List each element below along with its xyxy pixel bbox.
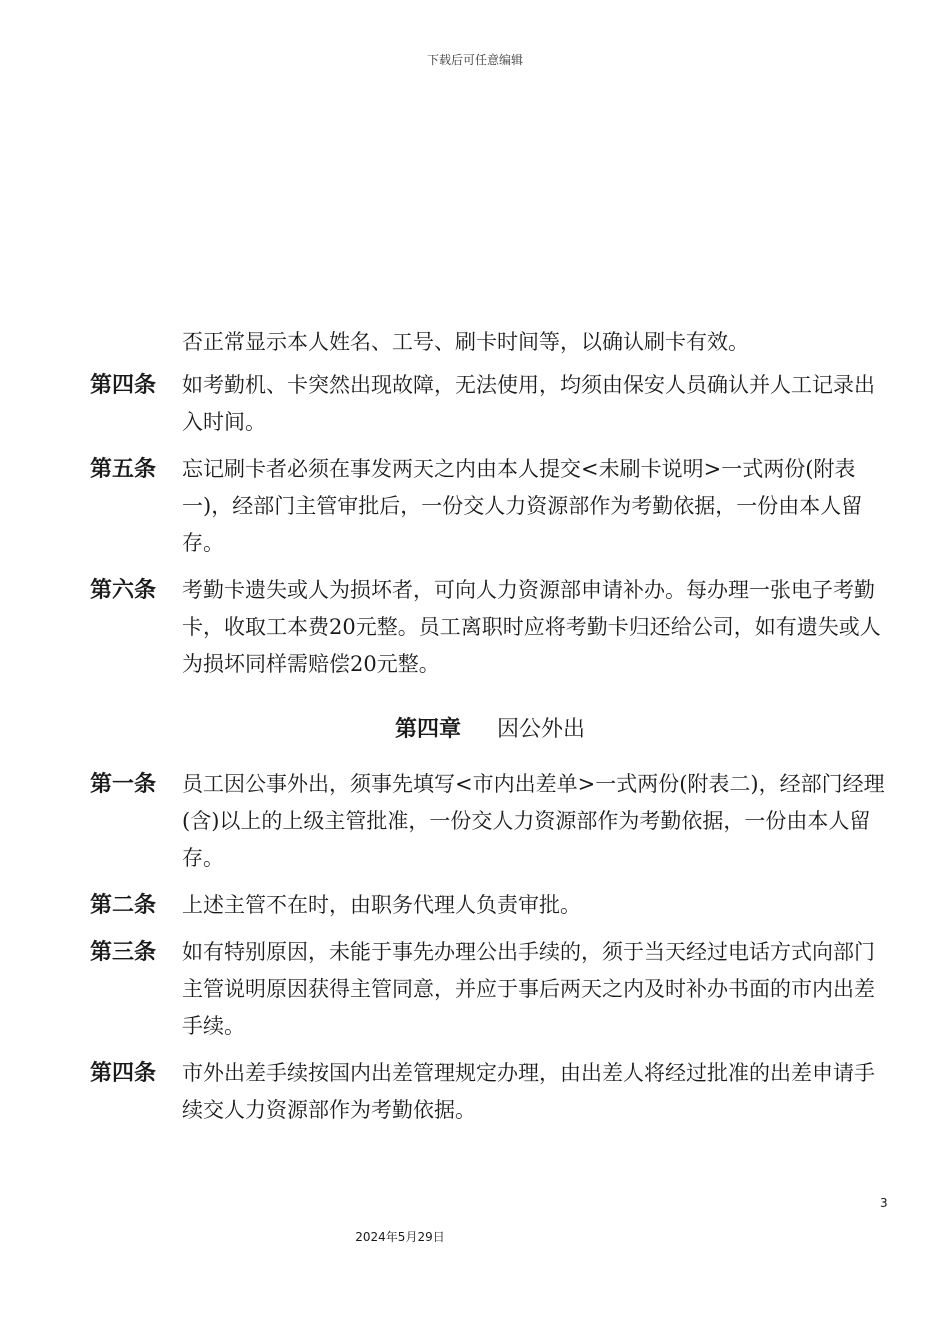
article-text: 忘记刷卡者必须在事发两天之内由本人提交<未刷卡说明>一式两份(附表一)，经部门主管审批后，一份交人力资源部作为考勤依据，一份由本人留存。 bbox=[182, 457, 863, 555]
article-text: 上述主管不在时，由职务代理人负责审批。 bbox=[182, 893, 581, 917]
article-text: 市外出差手续按国内出差管理规定办理，由出差人将经过批准的出差申请手续交人力资源部作为考勤依据。 bbox=[182, 1061, 875, 1122]
footer-date: 2024年5月29日 bbox=[355, 1230, 445, 1244]
chapter-heading bbox=[90, 711, 890, 748]
article-text: 考勤卡遗失或人为损坏者，可向人力资源部申请补办。每办理一张电子考勤卡，收取工本费20元整。员工离职时应将考勤卡归还给公司，如有遗失或人为损坏同样需赔偿20元整。 bbox=[182, 578, 881, 676]
article-4-out-of-city bbox=[90, 1055, 890, 1129]
chapter-number: 第四章 bbox=[394, 717, 461, 742]
continuation-text: 否正常显示本人姓名、工号、刷卡时间等，以确认刷卡有效。 bbox=[182, 330, 749, 354]
document-body bbox=[90, 324, 890, 1139]
article-text: 如有特别原因，未能于事先办理公出手续的，须于当天经过电话方式向部门主管说明原因获得主管同意，并应于事后两天之内及时补办书面的市内出差手续。 bbox=[182, 940, 875, 1038]
article-label: 第五条 bbox=[90, 457, 157, 482]
article-4-attendance-failure bbox=[90, 367, 890, 441]
page-header: 下载后可任意编辑 bbox=[426, 53, 523, 67]
article-label: 第二条 bbox=[90, 893, 157, 918]
article-text: 如考勤机、卡突然出现故障，无法使用，均须由保安人员确认并人工记录出入时间。 bbox=[182, 373, 875, 434]
article-label: 第六条 bbox=[90, 578, 157, 603]
article-label: 第三条 bbox=[90, 940, 157, 965]
article-label: 第四条 bbox=[90, 1061, 157, 1086]
article-text: 员工因公事外出，须事先填写<市内出差单>一式两份(附表二)，经部门经理(含)以上的上级主管批准，一份交人力资源部作为考勤依据，一份由本人留存。 bbox=[182, 772, 885, 870]
article-3-special-reason bbox=[90, 934, 890, 1045]
article-2-deputy-approval bbox=[90, 887, 890, 924]
chapter-title: 因公外出 bbox=[497, 717, 586, 742]
article-6-lost-card bbox=[90, 572, 890, 683]
page-number: 3 bbox=[880, 1196, 888, 1210]
article-label: 第一条 bbox=[90, 772, 157, 797]
article-label: 第四条 bbox=[90, 373, 157, 398]
article-1-business-out bbox=[90, 766, 890, 877]
article-5-forgot-card bbox=[90, 451, 890, 562]
